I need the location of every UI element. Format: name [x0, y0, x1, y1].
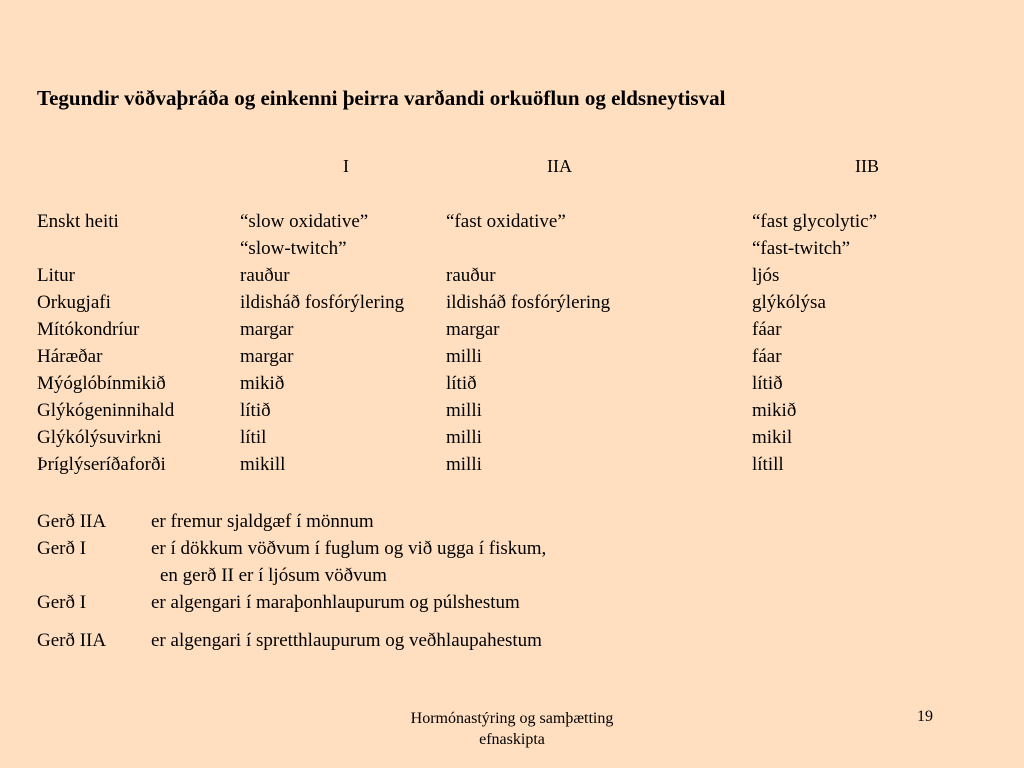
note-text: er algengari í spretthlaupurum og veðhlaupahestum: [151, 630, 542, 651]
cell-type-i: mikið: [240, 373, 285, 394]
cell-type-i: “slow oxidative”: [240, 211, 369, 232]
cell-type-iib: ljós: [752, 265, 780, 286]
row-label: Mítókondríur: [37, 319, 140, 340]
cell-type-iib: mikil: [752, 427, 793, 448]
note-text: er fremur sjaldgæf í mönnum: [151, 511, 374, 532]
note-text: er í dökkum vöðvum í fuglum og við ugga í fiskum,: [151, 538, 547, 559]
cell-type-iib: fáar: [752, 319, 782, 340]
slide-footer: [370, 708, 654, 750]
note-text: er algengari í maraþonhlaupurum og púlshestum: [151, 592, 520, 613]
cell-type-iia: milli: [446, 454, 482, 475]
note-label: Gerð I: [37, 592, 87, 613]
note-label: Gerð IIA: [37, 511, 107, 532]
row-label: Mýóglóbínmikið: [37, 373, 166, 394]
cell-type-iib: “fast-twitch”: [752, 238, 851, 259]
note-text: en gerð II er í ljósum vöðvum: [160, 565, 387, 586]
cell-type-iib: mikið: [752, 400, 797, 421]
cell-type-iia: milli: [446, 346, 482, 367]
cell-type-iia: margar: [446, 319, 500, 340]
cell-type-i: margar: [240, 346, 294, 367]
page-number: 19: [917, 708, 933, 725]
cell-type-iib: lítið: [752, 373, 783, 394]
cell-type-iia: ildisháð fosfórýlering: [446, 292, 611, 313]
cell-type-iia: milli: [446, 400, 482, 421]
cell-type-i: mikill: [240, 454, 286, 475]
cell-type-iia: rauður: [446, 265, 496, 286]
cell-type-i: “slow-twitch”: [240, 238, 347, 259]
cell-type-iib: fáar: [752, 346, 782, 367]
cell-type-i: lítil: [240, 427, 267, 448]
row-label: Glýkólýsuvirkni: [37, 427, 162, 448]
row-label: Glýkógeninnihald: [37, 400, 175, 421]
cell-type-iia: lítið: [446, 373, 477, 394]
cell-type-iia: milli: [446, 427, 482, 448]
row-label: Þríglýseríðaforði: [37, 454, 166, 475]
footer-line-2: efnaskipta: [479, 731, 545, 748]
cell-type-iib: lítill: [752, 454, 784, 475]
cell-type-i: lítið: [240, 400, 271, 421]
slide-title: Tegundir vöðvaþráða og einkenni þeirra varðandi orkuöflun og eldsneytisval: [37, 86, 726, 110]
column-header-type-iia: IIA: [547, 156, 572, 176]
note-label: Gerð I: [37, 538, 87, 559]
cell-type-iib: “fast glycolytic”: [752, 211, 878, 232]
cell-type-i: margar: [240, 319, 294, 340]
note-label: Gerð IIA: [37, 630, 107, 651]
row-label: Háræðar: [37, 346, 103, 367]
row-label: Enskt heiti: [37, 211, 119, 232]
cell-type-i: rauður: [240, 265, 290, 286]
column-header-type-iib: IIB: [855, 156, 879, 176]
row-label: Litur: [37, 265, 75, 286]
cell-type-iib: glýkólýsa: [752, 292, 826, 313]
footer-line-1: Hormónastýring og samþætting: [410, 710, 614, 727]
row-label: Orkugjafi: [37, 292, 111, 313]
cell-type-i: ildisháð fosfórýlering: [240, 292, 405, 313]
cell-type-iia: “fast oxidative”: [446, 211, 566, 232]
column-header-type-i: I: [343, 156, 349, 176]
